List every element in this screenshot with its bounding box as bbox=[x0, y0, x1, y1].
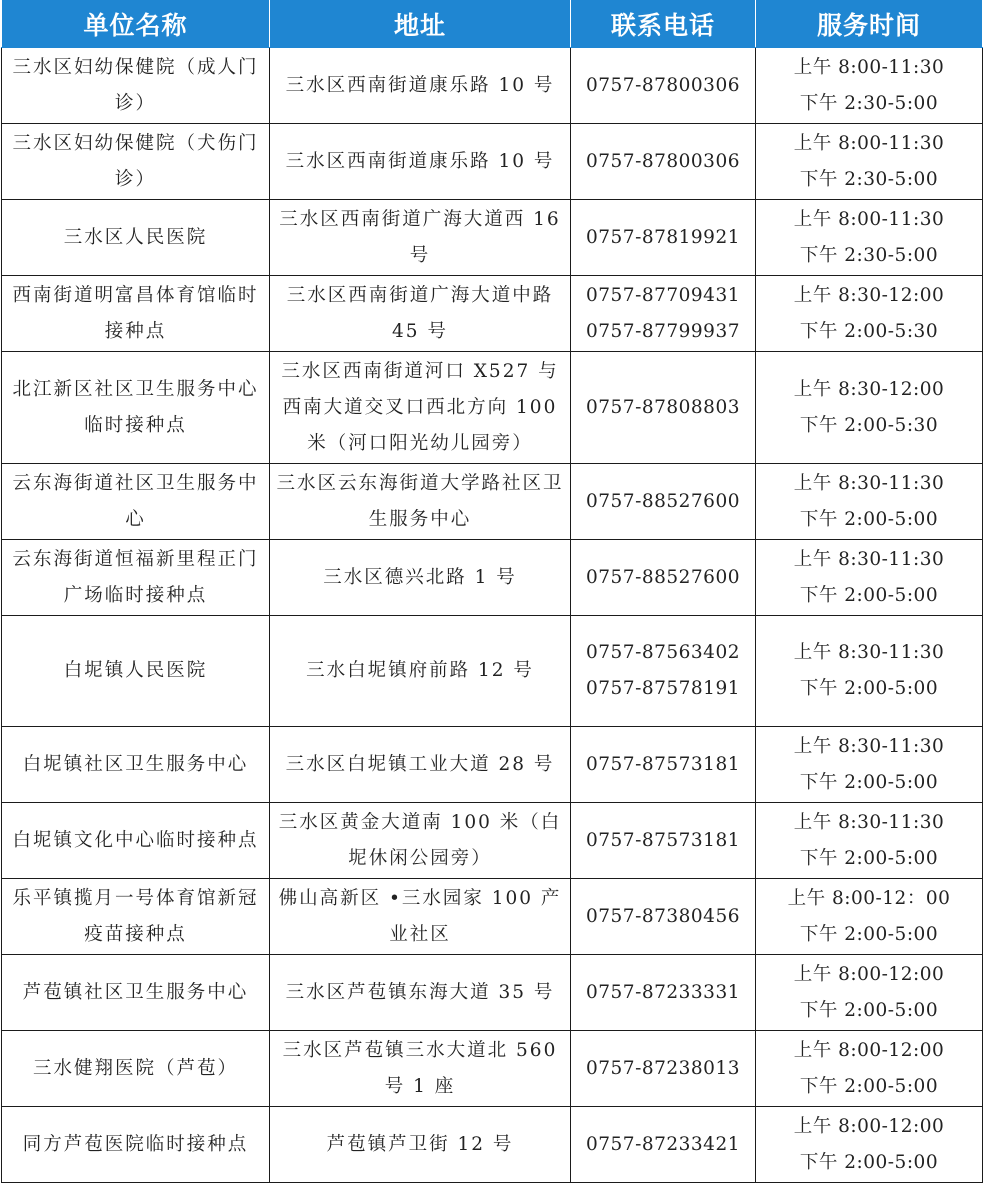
table-row bbox=[2, 879, 983, 955]
hours-cell bbox=[756, 352, 983, 464]
morning-hours: 上午 8:30-11:30 bbox=[793, 548, 945, 570]
morning-hours: 上午 8:30-11:30 bbox=[793, 642, 945, 663]
phone-number: 0757-87709431 bbox=[586, 284, 740, 306]
table-row bbox=[2, 616, 983, 727]
afternoon-hours: 下午 2:30-5:00 bbox=[799, 168, 939, 190]
address-cell bbox=[270, 1107, 571, 1183]
phone-number: 0757-87380456 bbox=[586, 905, 740, 927]
address: 三水白坭镇府前路 12 号 bbox=[306, 660, 534, 681]
address-cell bbox=[270, 352, 571, 464]
phone-cell bbox=[571, 276, 756, 352]
phone-cell bbox=[571, 464, 756, 540]
address: 三水区云东海街道大学路社区卫生服务中心 bbox=[276, 472, 564, 530]
address-cell bbox=[270, 276, 571, 352]
phone-number: 0757-87808803 bbox=[586, 396, 740, 418]
unit-name-cell bbox=[2, 616, 270, 727]
table-row bbox=[2, 540, 983, 616]
address-cell bbox=[270, 955, 571, 1031]
address: 三水区黄金大道南 100 米（白坭休闲公园旁） bbox=[278, 811, 562, 869]
unit-name-cell bbox=[2, 879, 270, 955]
unit-name-cell bbox=[2, 48, 270, 124]
phone-number: 0757-87563402 bbox=[586, 642, 740, 663]
header-hours: 服务时间 bbox=[756, 0, 983, 48]
unit-name: 白坭镇人民医院 bbox=[63, 660, 208, 681]
morning-hours: 上午 8:30-11:30 bbox=[793, 811, 945, 833]
unit-name: 三水区人民医院 bbox=[63, 226, 208, 248]
table-row bbox=[2, 727, 983, 803]
address: 三水区西南街道康乐路 10 号 bbox=[285, 150, 555, 172]
address-cell bbox=[270, 1031, 571, 1107]
phone-cell bbox=[571, 879, 756, 955]
morning-hours: 上午 8:30-11:30 bbox=[793, 472, 945, 494]
hours-cell bbox=[756, 616, 983, 727]
phone-number: 0757-87819921 bbox=[586, 226, 740, 248]
unit-name: 北江新区社区卫生服务中心临时接种点 bbox=[12, 378, 259, 436]
hours-cell bbox=[756, 48, 983, 124]
unit-name: 三水区妇幼保健院（犬伤门诊） bbox=[12, 132, 259, 190]
morning-hours: 上午 8:00-12:00 bbox=[793, 963, 945, 985]
address: 三水区西南街道广海大道西 16 号 bbox=[279, 208, 561, 266]
morning-hours: 上午 8:00-11:30 bbox=[793, 208, 945, 230]
phone-number: 0757-87238013 bbox=[586, 1057, 740, 1079]
address: 三水区西南街道河口 X527 与西南大道交叉口西北方向 100 米（河口阳光幼儿园旁） bbox=[281, 360, 559, 454]
unit-name: 同方芦苞医院临时接种点 bbox=[22, 1133, 249, 1155]
address: 芦苞镇芦卫街 12 号 bbox=[326, 1133, 514, 1155]
unit-name: 芦苞镇社区卫生服务中心 bbox=[22, 981, 249, 1003]
table-row bbox=[2, 200, 983, 276]
unit-name: 云东海街道社区卫生服务中心 bbox=[12, 472, 259, 530]
phone-cell bbox=[571, 1107, 756, 1183]
address: 三水区西南街道康乐路 10 号 bbox=[285, 74, 555, 96]
hours-cell bbox=[756, 1107, 983, 1183]
afternoon-hours: 下午 2:30-5:00 bbox=[799, 244, 939, 266]
afternoon-hours: 下午 2:00-5:00 bbox=[799, 1075, 939, 1097]
morning-hours: 上午 8:00-11:30 bbox=[793, 132, 945, 154]
phone-number: 0757-87799937 bbox=[586, 320, 740, 342]
unit-name: 白坭镇社区卫生服务中心 bbox=[22, 753, 249, 775]
phone-number: 0757-87573181 bbox=[586, 829, 740, 851]
phone-cell bbox=[571, 727, 756, 803]
table-row bbox=[2, 276, 983, 352]
unit-name-cell bbox=[2, 276, 270, 352]
morning-hours: 上午 8:30-12:00 bbox=[793, 378, 945, 400]
header-row bbox=[2, 0, 983, 48]
phone-cell bbox=[571, 200, 756, 276]
table-row bbox=[2, 124, 983, 200]
hours-cell bbox=[756, 727, 983, 803]
clinic-schedule-table bbox=[1, 0, 983, 1183]
table-row bbox=[2, 464, 983, 540]
morning-hours: 上午 8:30-11:30 bbox=[793, 735, 945, 757]
hours-cell bbox=[756, 879, 983, 955]
morning-hours: 上午 8:00-11:30 bbox=[793, 56, 945, 78]
morning-hours: 上午 8:00-12:00 bbox=[793, 1115, 945, 1137]
table-row bbox=[2, 955, 983, 1031]
phone-number: 0757-87800306 bbox=[586, 150, 740, 172]
hours-cell bbox=[756, 803, 983, 879]
afternoon-hours: 下午 2:00-5:00 bbox=[799, 584, 939, 606]
hours-cell bbox=[756, 276, 983, 352]
address-cell bbox=[270, 200, 571, 276]
unit-name-cell bbox=[2, 464, 270, 540]
afternoon-hours: 下午 2:00-5:00 bbox=[799, 923, 939, 945]
hours-cell bbox=[756, 464, 983, 540]
hours-cell bbox=[756, 1031, 983, 1107]
phone-cell bbox=[571, 803, 756, 879]
hours-cell bbox=[756, 540, 983, 616]
table-row bbox=[2, 48, 983, 124]
unit-name-cell bbox=[2, 1107, 270, 1183]
hours-cell bbox=[756, 124, 983, 200]
afternoon-hours: 下午 2:00-5:30 bbox=[799, 320, 939, 342]
afternoon-hours: 下午 2:00-5:00 bbox=[799, 999, 939, 1021]
hours-cell bbox=[756, 955, 983, 1031]
unit-name-cell bbox=[2, 955, 270, 1031]
table-row bbox=[2, 1031, 983, 1107]
unit-name-cell bbox=[2, 352, 270, 464]
address: 三水区芦苞镇东海大道 35 号 bbox=[285, 981, 555, 1003]
header-name: 单位名称 bbox=[2, 0, 270, 48]
unit-name: 乐平镇揽月一号体育馆新冠疫苗接种点 bbox=[12, 887, 259, 945]
afternoon-hours: 下午 2:00-5:00 bbox=[799, 678, 939, 699]
address-cell bbox=[270, 124, 571, 200]
phone-cell bbox=[571, 955, 756, 1031]
table-row bbox=[2, 352, 983, 464]
unit-name-cell bbox=[2, 727, 270, 803]
address: 三水区白坭镇工业大道 28 号 bbox=[285, 753, 555, 775]
morning-hours: 上午 8:00-12：00 bbox=[787, 887, 951, 909]
unit-name-cell bbox=[2, 803, 270, 879]
table-row bbox=[2, 1107, 983, 1183]
address: 佛山高新区 •三水园家 100 产业社区 bbox=[278, 887, 562, 945]
address-cell bbox=[270, 540, 571, 616]
address-cell bbox=[270, 803, 571, 879]
phone-number: 0757-87233331 bbox=[586, 981, 740, 1003]
phone-number: 0757-87578191 bbox=[586, 678, 740, 699]
unit-name: 云东海街道恒福新里程正门广场临时接种点 bbox=[12, 548, 259, 606]
phone-cell bbox=[571, 1031, 756, 1107]
hours-cell bbox=[756, 200, 983, 276]
phone-cell bbox=[571, 48, 756, 124]
morning-hours: 上午 8:30-12:00 bbox=[793, 284, 945, 306]
address: 三水区芦苞镇三水大道北 560 号 1 座 bbox=[282, 1039, 558, 1097]
header-phone: 联系电话 bbox=[571, 0, 756, 48]
unit-name: 三水健翔医院（芦苞） bbox=[32, 1057, 238, 1079]
phone-cell bbox=[571, 616, 756, 727]
afternoon-hours: 下午 2:00-5:00 bbox=[799, 1151, 939, 1173]
afternoon-hours: 下午 2:00-5:00 bbox=[799, 771, 939, 793]
address-cell bbox=[270, 616, 571, 727]
unit-name: 西南街道明富昌体育馆临时接种点 bbox=[12, 284, 259, 342]
header-address: 地址 bbox=[270, 0, 571, 48]
unit-name: 三水区妇幼保健院（成人门诊） bbox=[12, 56, 259, 114]
phone-number: 0757-88527600 bbox=[586, 490, 740, 512]
address-cell bbox=[270, 727, 571, 803]
address: 三水区西南街道广海大道中路 45 号 bbox=[286, 284, 554, 342]
phone-number: 0757-87233421 bbox=[586, 1133, 740, 1155]
phone-number: 0757-87573181 bbox=[586, 753, 740, 775]
morning-hours: 上午 8:00-12:00 bbox=[793, 1039, 945, 1061]
unit-name-cell bbox=[2, 1031, 270, 1107]
address-cell bbox=[270, 48, 571, 124]
unit-name-cell bbox=[2, 540, 270, 616]
afternoon-hours: 下午 2:30-5:00 bbox=[799, 92, 939, 114]
address-cell bbox=[270, 879, 571, 955]
unit-name-cell bbox=[2, 200, 270, 276]
unit-name-cell bbox=[2, 124, 270, 200]
afternoon-hours: 下午 2:00-5:00 bbox=[799, 847, 939, 869]
phone-number: 0757-87800306 bbox=[586, 74, 740, 96]
address: 三水区德兴北路 1 号 bbox=[323, 566, 517, 588]
phone-cell bbox=[571, 540, 756, 616]
phone-number: 0757-88527600 bbox=[586, 566, 740, 588]
phone-cell bbox=[571, 124, 756, 200]
table-row bbox=[2, 803, 983, 879]
unit-name: 白坭镇文化中心临时接种点 bbox=[12, 829, 259, 851]
phone-cell bbox=[571, 352, 756, 464]
afternoon-hours: 下午 2:00-5:30 bbox=[799, 414, 939, 436]
address-cell bbox=[270, 464, 571, 540]
afternoon-hours: 下午 2:00-5:00 bbox=[799, 508, 939, 530]
